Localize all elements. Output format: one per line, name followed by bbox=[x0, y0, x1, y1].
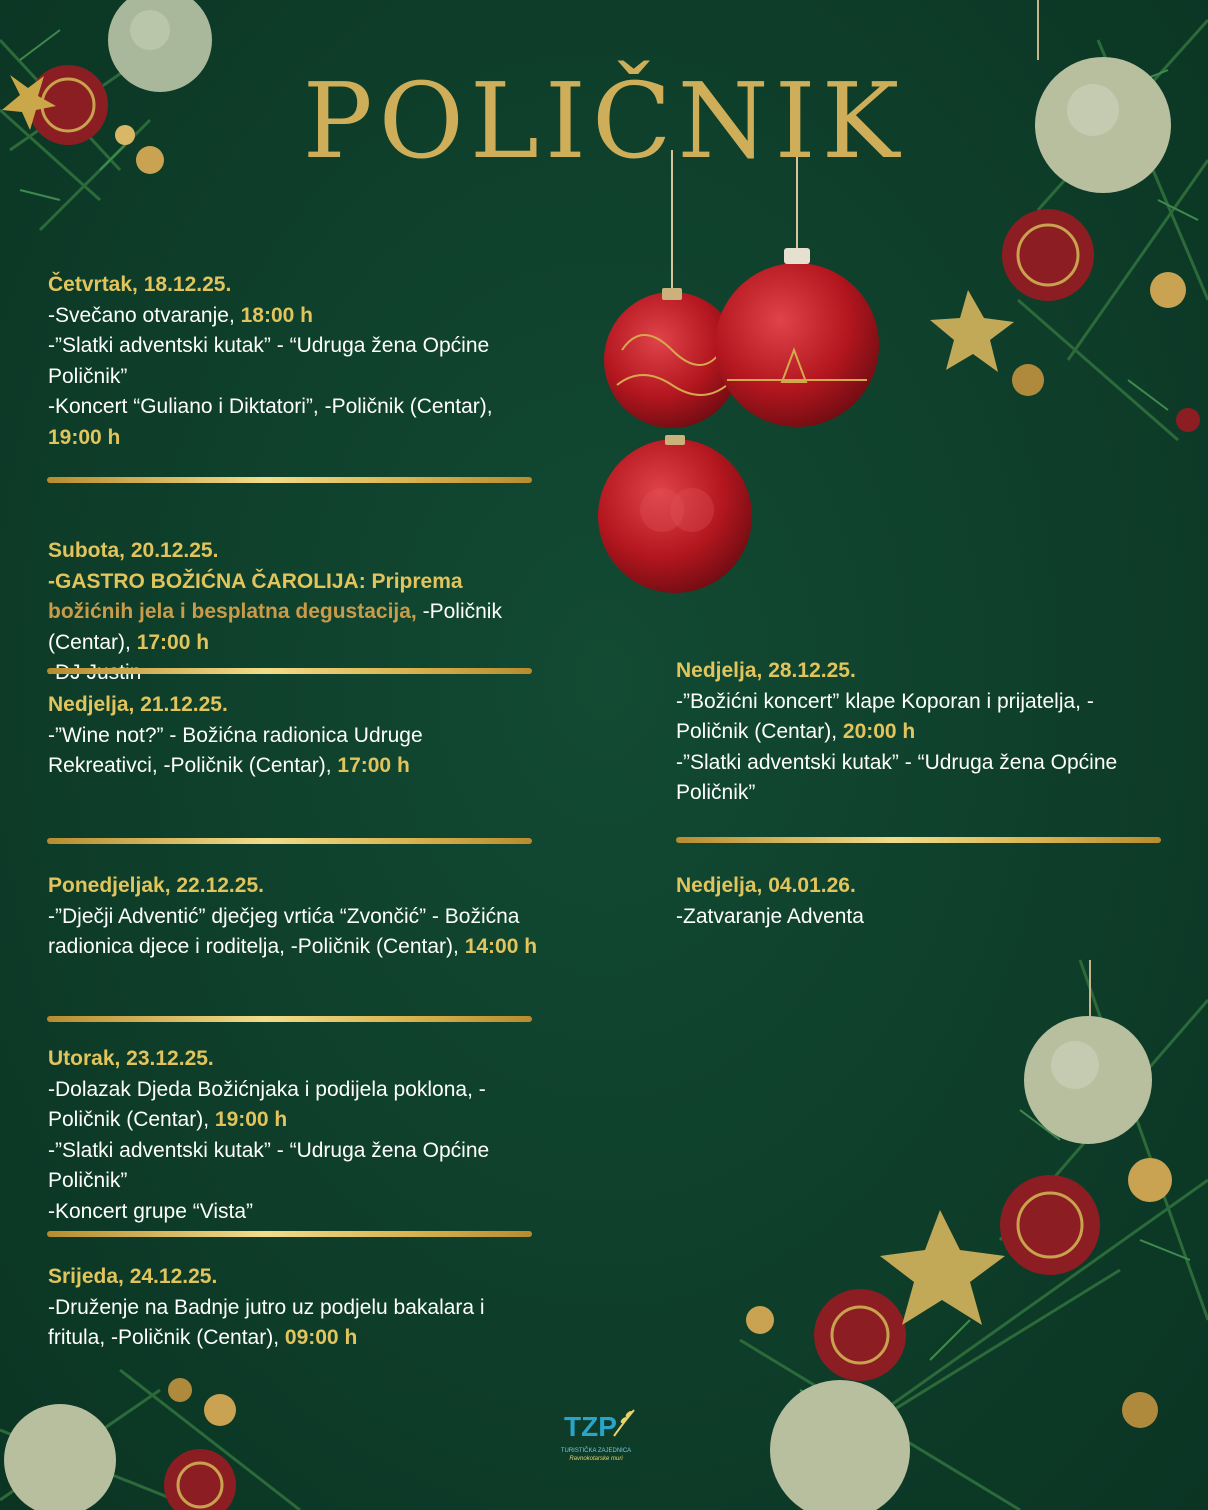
event-23-12 bbox=[48, 1044, 538, 1227]
divider bbox=[47, 668, 532, 674]
page-title: POLIČNIK bbox=[302, 60, 906, 182]
event-date: Nedjelja, 28.12.25. bbox=[676, 659, 856, 682]
event-line: -GASTRO BOŽIĆNA ČAROLIJA: Priprema božićnih jela i besplatna degustacija, -Poličnik (Centar), 17:00 h bbox=[48, 569, 502, 654]
event-date: Nedjelja, 04.01.26. bbox=[676, 874, 856, 897]
event-date: Četvrtak, 18.12.25. bbox=[48, 273, 232, 296]
event-line: -”Dječji Adventić” dječjeg vrtića “Zvončić” - Božićna radionica djece i roditelja, -Poličnik (Centar), 14:00 h bbox=[48, 904, 538, 958]
event-line: -Dolazak Djeda Božićnjaka i podijela poklona, -Poličnik (Centar), 19:00 h bbox=[48, 1077, 486, 1131]
divider bbox=[676, 837, 1161, 843]
event-time: 17:00 h bbox=[337, 754, 410, 777]
event-line: -”Wine not?” - Božićna radionica Udruge Rekreativci, -Poličnik (Centar), 17:00 h bbox=[48, 723, 423, 777]
garland-bottom-left-decoration bbox=[0, 1350, 320, 1510]
logo-mark-icon bbox=[556, 1406, 636, 1442]
event-24-12 bbox=[48, 1262, 538, 1354]
event-line: -”Slatki adventski kutak” - “Udruga žena Općine Poličnik” bbox=[48, 334, 490, 388]
event-date: Srijeda, 24.12.25. bbox=[48, 1265, 218, 1288]
svg-text:TZP: TZP bbox=[564, 1411, 617, 1442]
event-time: 18:00 h bbox=[240, 303, 313, 327]
event-time: 20:00 h bbox=[842, 720, 916, 743]
event-21-12 bbox=[48, 690, 538, 782]
event-line: -Druženje na Badnje jutro uz podjelu bakalara i fritula, -Poličnik (Centar), 09:00 h bbox=[48, 1295, 485, 1349]
event-time: 19:00 h bbox=[214, 1108, 288, 1131]
event-time: 17:00 h bbox=[136, 630, 210, 654]
event-line: -”Slatki adventski kutak” - “Udruga žena Općine Poličnik” bbox=[676, 750, 1118, 804]
hanging-ornaments-decoration bbox=[592, 150, 902, 600]
divider bbox=[47, 1016, 532, 1022]
event-18-12 bbox=[48, 270, 538, 453]
divider bbox=[47, 1231, 532, 1237]
event-date: Subota, 20.12.25. bbox=[48, 539, 219, 562]
event-line: -”Božićni koncert” klape Koporan i prijatelja, -Poličnik (Centar), 20:00 h bbox=[676, 689, 1094, 743]
event-time: 19:00 h bbox=[48, 425, 121, 449]
tourist-board-logo bbox=[556, 1406, 636, 1463]
logo-tagline: Ravnokotarske muri bbox=[569, 1456, 623, 1462]
logo-subtitle: TURISTIČKA ZAJEDNICA bbox=[560, 1448, 632, 1454]
event-date: Nedjelja, 21.12.25. bbox=[48, 693, 228, 716]
event-28-12 bbox=[676, 656, 1166, 809]
event-line: -Zatvaranje Adventa bbox=[676, 904, 864, 928]
event-date: Ponedjeljak, 22.12.25. bbox=[48, 874, 264, 897]
event-line: -Koncert grupe “Vista” bbox=[48, 1199, 254, 1223]
event-20-12 bbox=[48, 536, 538, 689]
event-line: -Koncert “Guliano i Diktatori”, -Poličnik (Centar), 19:00 h bbox=[48, 395, 493, 449]
event-22-12 bbox=[48, 871, 538, 963]
divider bbox=[47, 838, 532, 844]
garland-bottom-right-decoration bbox=[720, 940, 1208, 1510]
event-time: 14:00 h bbox=[464, 935, 538, 958]
event-line: -Svečano otvaranje, 18:00 h bbox=[48, 303, 313, 327]
event-line: -”Slatki adventski kutak” - “Udruga žena Općine Poličnik” bbox=[48, 1138, 490, 1192]
event-time: 09:00 h bbox=[284, 1326, 358, 1349]
event-date: Utorak, 23.12.25. bbox=[48, 1047, 214, 1070]
divider bbox=[47, 477, 532, 483]
event-04-01 bbox=[676, 871, 1166, 932]
